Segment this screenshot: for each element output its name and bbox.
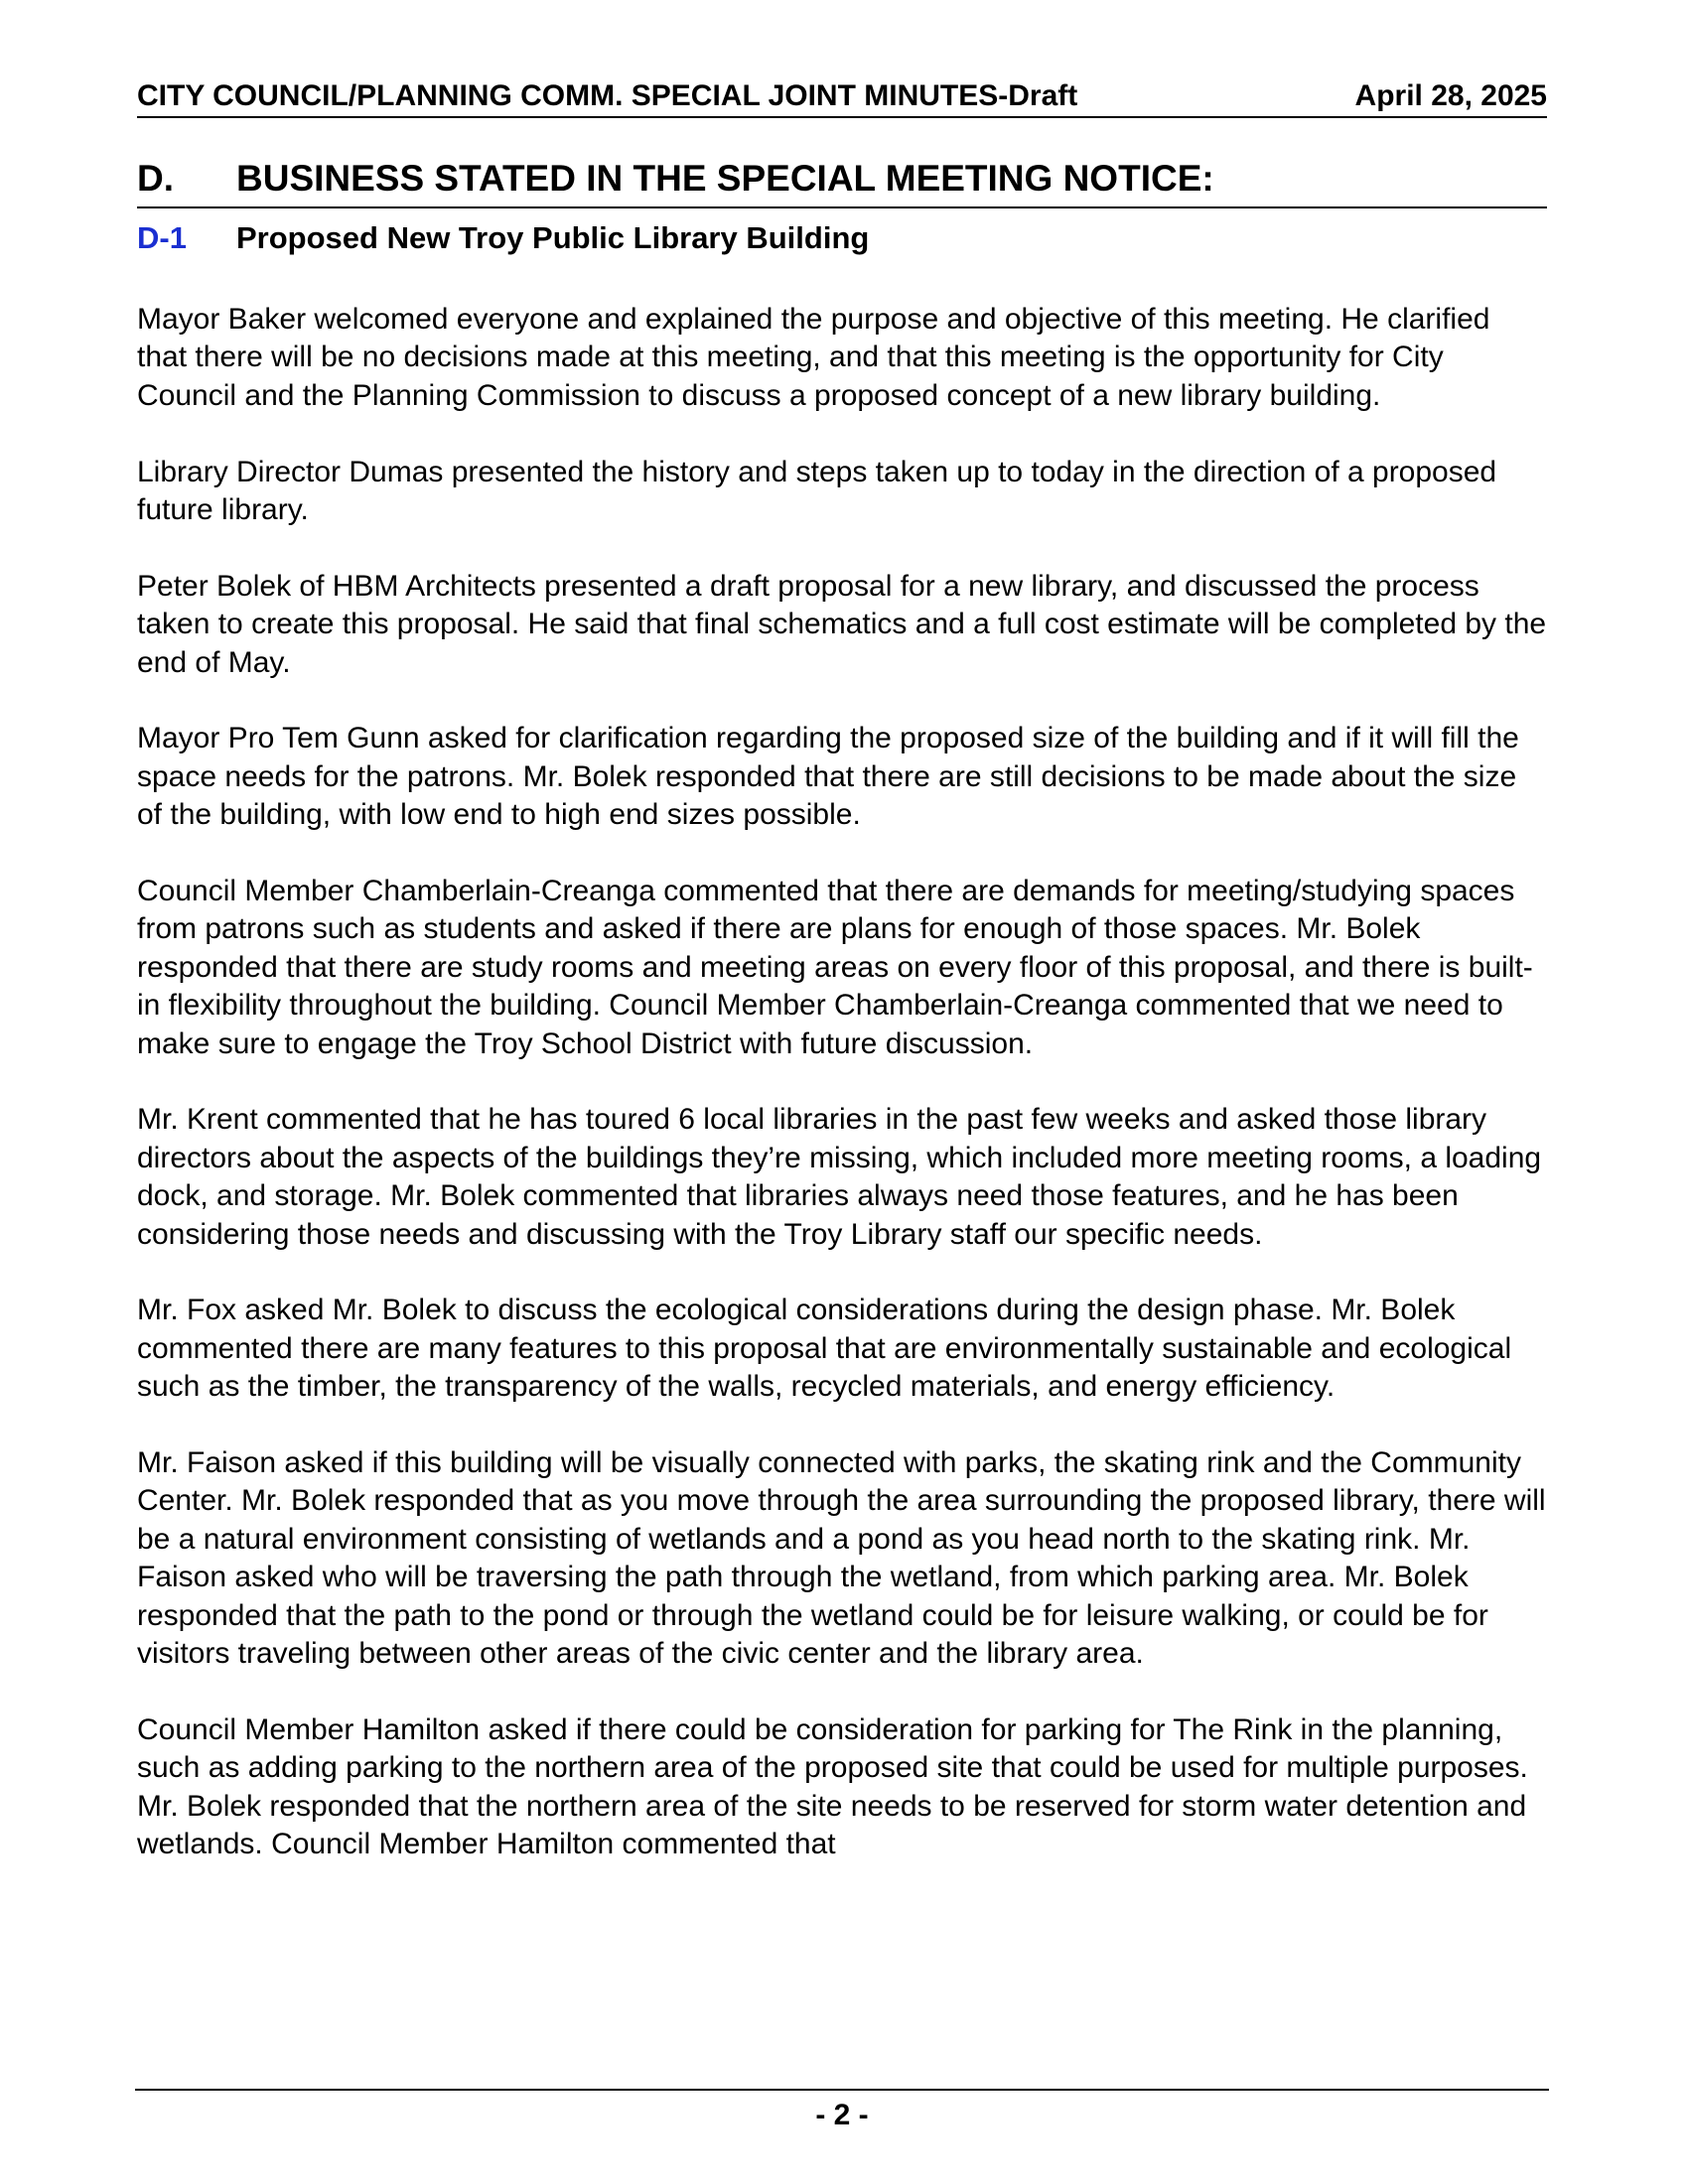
document-page [137, 0, 1547, 2184]
agenda-item-heading [137, 220, 1547, 256]
section-heading [137, 157, 1547, 208]
footer-divider [135, 2089, 1549, 2091]
paragraph: Mr. Fox asked Mr. Bolek to discuss the ecological considerations during the design phase. Mr. Bolek commented there are many features to this proposal that are environmentally sustainable and ecological such as the timber, the transparency of the walls, recycled materials, and energy efficiency. [137, 1294, 1512, 1404]
paragraph: Mr. Faison asked if this building will be visually connected with parks, the skating rink and the Community Center. Mr. Bolek responded that as you move through the area surrounding the proposed library, there will be a natural environment consisting of wetlands and a pond as you head north to the skating rink. Mr. Faison asked who will be traversing the path through the wetland, from which parking area. Mr. Bolek responded that the path to the pond or through the wetland could be for leisure walking, or could be for visitors traveling between other areas of the civic center and the library area. [137, 1446, 1546, 1671]
agenda-item-number: D-1 [137, 220, 187, 255]
paragraph: Council Member Chamberlain-Creanga commented that there are demands for meeting/studying spaces from patrons such as students and asked if there are plans for enough of those spaces. Mr. Bolek responded that there are study rooms and meeting areas on every floor of this proposal, and there is built-in flexibility throughout the building. Council Member Chamberlain-Creanga commented that we need to make sure to engage the Troy School District with future discussion. [137, 875, 1533, 1060]
section-title: BUSINESS STATED IN THE SPECIAL MEETING NOTICE: [236, 158, 1214, 199]
header-date: April 28, 2025 [1354, 79, 1547, 112]
running-header [137, 79, 1547, 118]
header-title: CITY COUNCIL/PLANNING COMM. SPECIAL JOINT MINUTES-Draft [137, 79, 1078, 112]
paragraph: Library Director Dumas presented the history and steps taken up to today in the direction of a proposed future library. [137, 455, 1497, 527]
paragraph: Mr. Krent commented that he has toured 6 local libraries in the past few weeks and asked those library directors about the aspects of the buildings they’re missing, which included more meeting rooms, a loading dock, and storage. Mr. Bolek commented that libraries always need those features, and he has been considering those needs and discussing with the Troy Library staff our specific needs. [137, 1103, 1542, 1251]
paragraph: Mayor Pro Tem Gunn asked for clarification regarding the proposed size of the building and if it will fill the space needs for the patrons. Mr. Bolek responded that there are still decisions to be made about the size of the building, with low end to high end sizes possible. [137, 722, 1519, 832]
paragraph: Mayor Baker welcomed everyone and explained the purpose and objective of this meeting. He clarified that there will be no decisions made at this meeting, and that this meeting is the opportunity for City Council and the Planning Commission to discuss a proposed concept of a new library building. [137, 303, 1490, 412]
agenda-item-title: Proposed New Troy Public Library Building [236, 220, 870, 255]
minutes-body [137, 301, 1547, 1902]
section-letter: D. [137, 158, 174, 199]
paragraph: Council Member Hamilton asked if there could be consideration for parking for The Rink in the planning, such as adding parking to the northern area of the proposed site that could be used for multiple purposes. Mr. Bolek responded that the northern area of the site needs to be reserved for storm water detention and wetlands. Council Member Hamilton commented that [137, 1712, 1528, 1861]
paragraph: Peter Bolek of HBM Architects presented a draft proposal for a new library, and discussed the process taken to create this proposal. He said that final schematics and a full cost estimate will be completed by the end of May. [137, 569, 1547, 679]
page-number: - 2 - [815, 2099, 869, 2131]
